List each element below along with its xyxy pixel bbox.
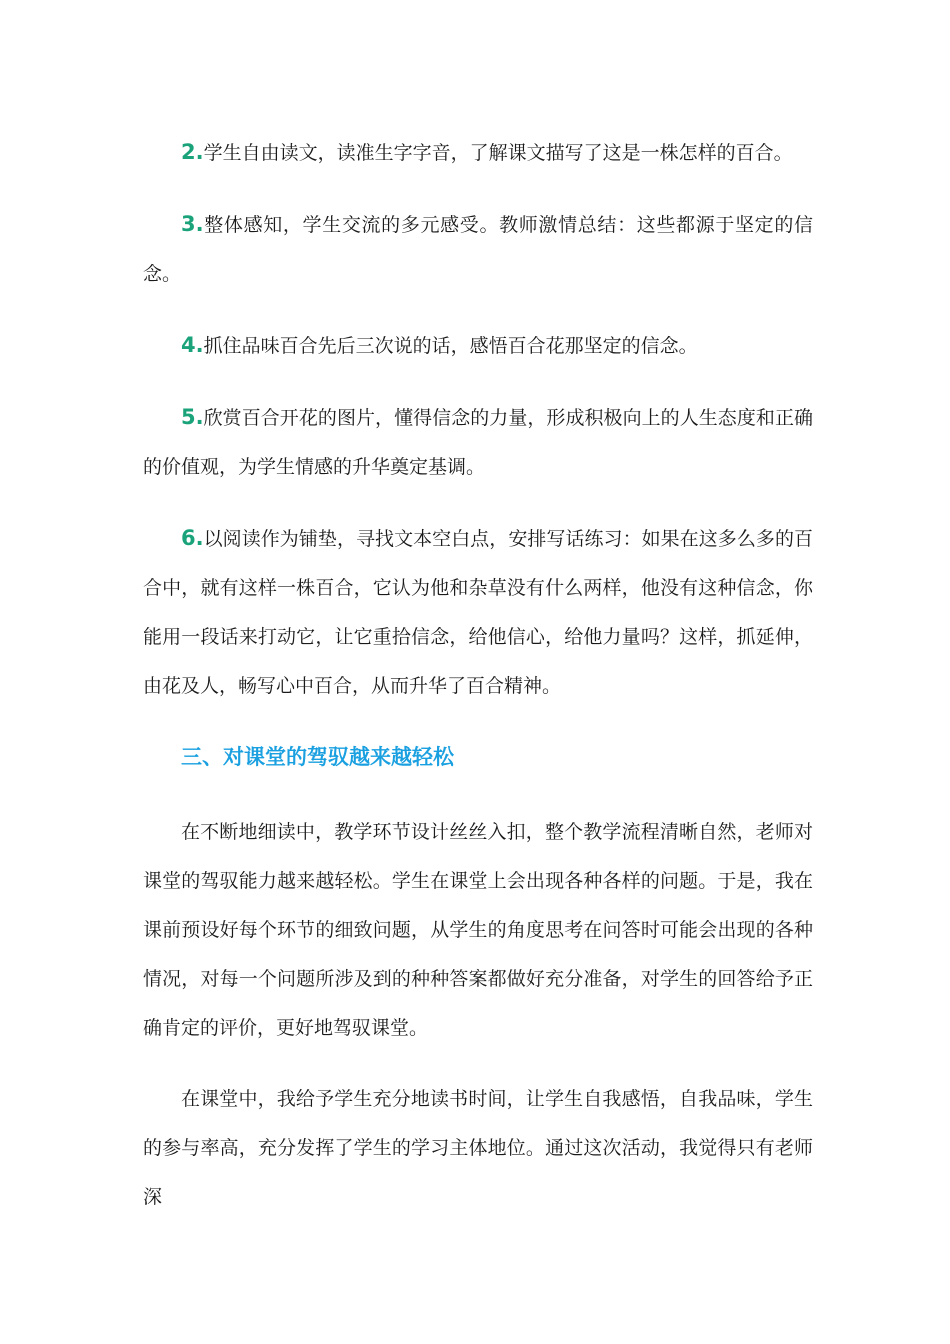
item-number: 6. <box>181 526 204 550</box>
item-text: 欣赏百合开花的图片，懂得信念的力量，形成积极向上的人生态度和正确的价值观，为学生情感的升华奠定基调。 <box>143 407 813 478</box>
item-number: 2. <box>181 140 204 164</box>
list-item <box>143 200 813 299</box>
item-number: 3. <box>181 212 204 236</box>
section-heading: 三、对课堂的驾驭越来越轻松 <box>181 745 454 769</box>
list-item <box>143 393 813 492</box>
document-page <box>143 128 813 1244</box>
item-text: 抓住品味百合先后三次说的话，感悟百合花那坚定的信念。 <box>203 335 698 357</box>
item-text: 以阅读作为铺垫，寻找文本空白点，安排写话练习：如果在这多么多的百合中，就有这样一株百合，它认为他和杂草没有什么两样，他没有这种信念，你能用一段话来打动它，让它重拾信念，给他信心，给他力量吗？这样，抓延伸，由花及人，畅写心中百合，从而升华了百合精神。 <box>143 528 813 697</box>
item-number: 5. <box>181 405 204 429</box>
item-text: 学生自由读文，读准生字字音，了解课文描写了这是一株怎样的百合。 <box>203 142 793 164</box>
list-item <box>143 514 813 711</box>
item-text: 整体感知，学生交流的多元感受。教师激情总结：这些都源于坚定的信念。 <box>143 214 813 285</box>
list-item <box>143 128 813 178</box>
body-paragraph: 在课堂中，我给予学生充分地读书时间，让学生自我感悟，自我品味，学生的参与率高，充分发挥了学生的学习主体地位。通过这次活动，我觉得只有老师深 <box>143 1088 813 1208</box>
item-number: 4. <box>181 333 204 357</box>
body-paragraph: 在不断地细读中，教学环节设计丝丝入扣，整个教学流程清晰自然，老师对课堂的驾驭能力越来越轻松。学生在课堂上会出现各种各样的问题。于是，我在课前预设好每个环节的细致问题，从学生的角度思考在问答时可能会出现的各种情况，对每一个问题所涉及到的种种答案都做好充分准备，对学生的回答给予正确肯定的评价，更好地驾驭课堂。 <box>143 821 813 1039</box>
list-item <box>143 321 813 371</box>
